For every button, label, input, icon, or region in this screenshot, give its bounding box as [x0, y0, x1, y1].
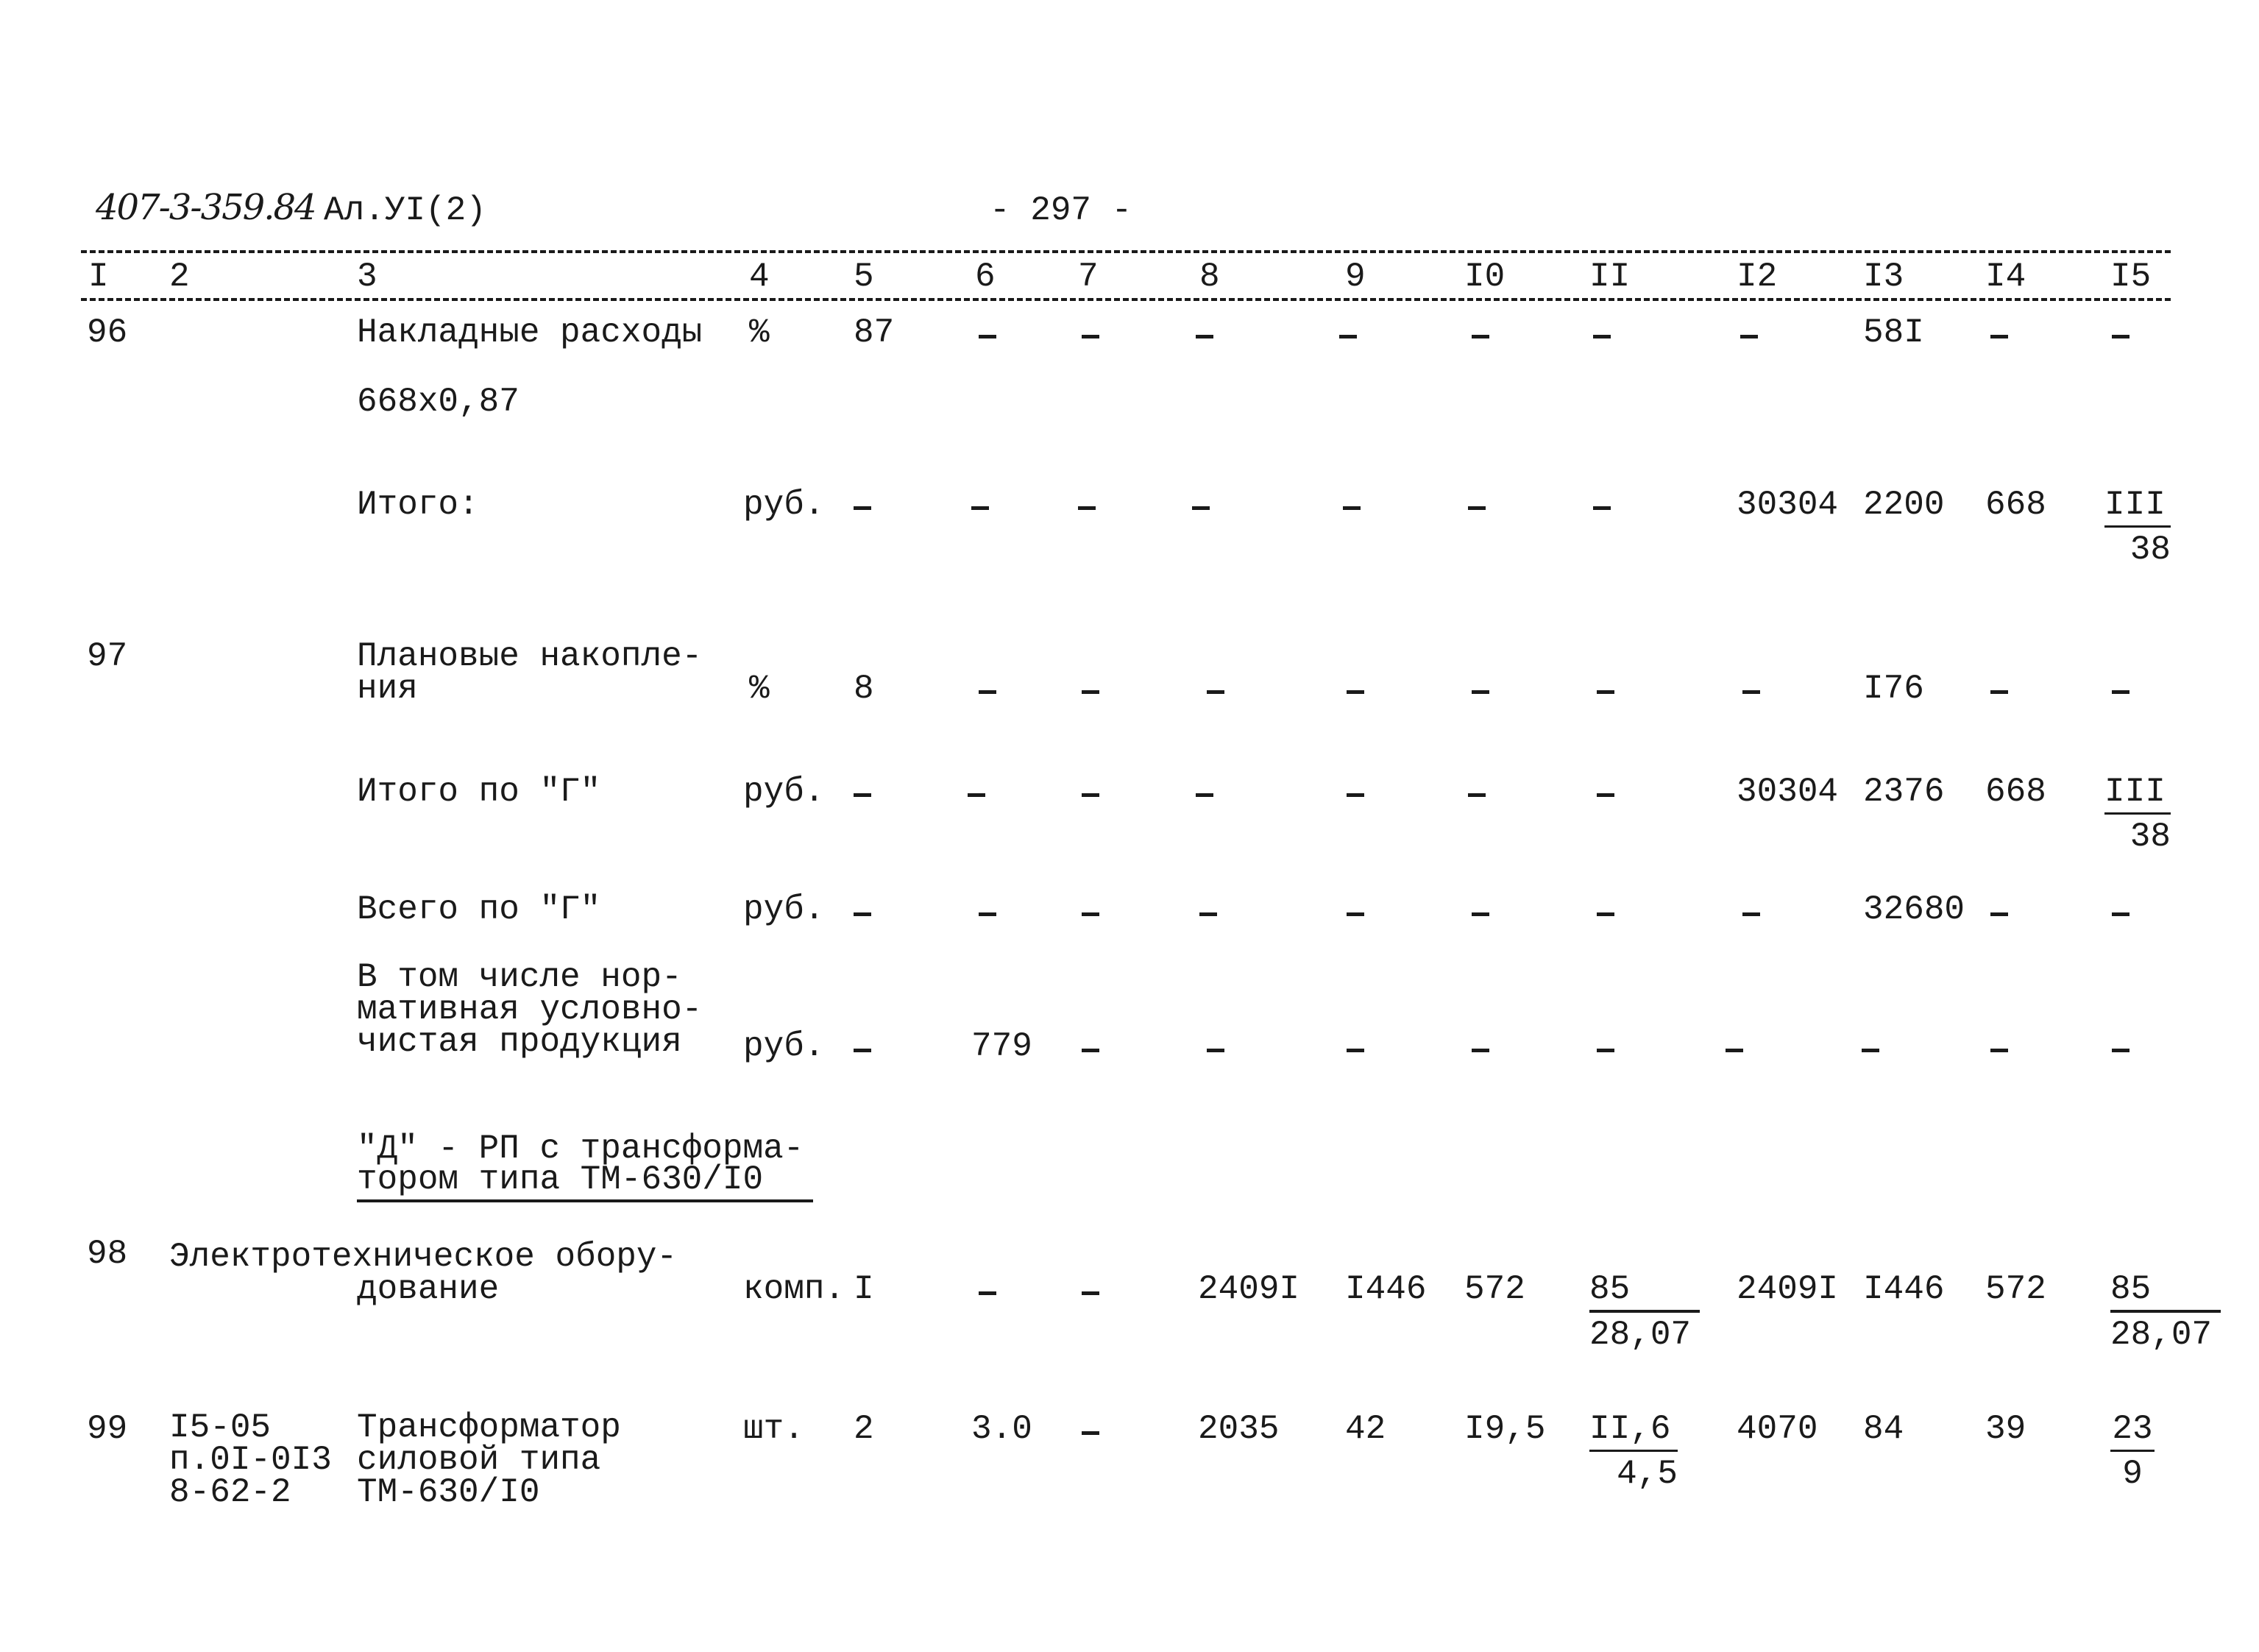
empty-dash	[1742, 690, 1760, 694]
col-header-5: 5	[854, 258, 874, 296]
row-97-col13: I76	[1863, 670, 1924, 708]
row-97-unit: %	[749, 670, 770, 708]
col-header-1: I	[88, 258, 109, 296]
row-98-col12: 2409I	[1737, 1270, 1839, 1308]
itogo-g-col14: 668	[1985, 773, 2046, 811]
row-99-col11-denominator: 4,5	[1617, 1455, 1678, 1493]
empty-dash	[979, 1291, 996, 1295]
col-header-6: 6	[975, 258, 996, 296]
row-99-col10: I9,5	[1464, 1410, 1546, 1448]
section-d-underline	[357, 1199, 813, 1202]
row-98-col14: 572	[1985, 1270, 2046, 1308]
row-99-col8: 2035	[1198, 1410, 1280, 1448]
empty-dash	[1192, 506, 1210, 510]
row-97-number: 97	[87, 637, 128, 676]
row-98-col15-numerator: 85	[2110, 1272, 2221, 1313]
empty-dash	[1347, 690, 1364, 694]
row-98-col9: I446	[1345, 1270, 1427, 1308]
empty-dash	[1196, 335, 1213, 338]
col-header-11: II	[1589, 258, 1631, 296]
col-header-3: 3	[357, 258, 377, 296]
col-header-15: I5	[2110, 258, 2152, 296]
col-header-14: I4	[1985, 258, 2026, 296]
itogo-g-col15-denominator: 38	[2129, 818, 2171, 856]
row-99-col15-fraction	[2110, 1411, 2155, 1492]
empty-dash	[2112, 335, 2129, 338]
empty-dash	[968, 793, 985, 797]
empty-dash	[1082, 793, 1099, 797]
empty-dash	[854, 912, 871, 916]
row-99-col15-denominator: 9	[2122, 1455, 2143, 1493]
empty-dash	[1082, 690, 1099, 694]
row-96-number: 96	[87, 313, 128, 352]
itogo-col15-fraction	[2104, 487, 2171, 567]
empty-dash	[1082, 1431, 1099, 1435]
empty-dash	[1990, 912, 2008, 916]
row-96-col5: 87	[854, 313, 895, 352]
row-99-col5: 2	[854, 1410, 874, 1448]
row-99-col13: 84	[1863, 1410, 1904, 1448]
itogo-g-col13: 2376	[1863, 773, 1945, 811]
row-99-unit: шт.	[743, 1410, 804, 1448]
itogo-g-col15-numerator: III	[2104, 774, 2171, 815]
row-98-number: 98	[87, 1235, 128, 1273]
empty-dash	[971, 506, 989, 510]
itogo-unit: руб.	[743, 486, 825, 524]
page-number: - 297 -	[990, 191, 1132, 230]
empty-dash	[1199, 912, 1217, 916]
row-99-number: 99	[87, 1410, 128, 1448]
empty-dash	[1347, 1049, 1364, 1052]
itogo-col15-numerator: III	[2104, 487, 2171, 528]
col-header-10: I0	[1464, 258, 1506, 296]
itogo-g-unit: руб.	[743, 773, 825, 811]
empty-dash	[1078, 506, 1096, 510]
empty-dash	[1207, 1049, 1224, 1052]
empty-dash	[854, 506, 871, 510]
empty-dash	[1468, 506, 1486, 510]
row-99-col11-numerator: II,6	[1589, 1411, 1678, 1452]
empty-dash	[1347, 912, 1364, 916]
empty-dash	[1990, 335, 2008, 338]
empty-dash	[2112, 912, 2129, 916]
row-96-col13: 58I	[1863, 313, 1924, 352]
vtom-unit: руб.	[743, 1027, 825, 1066]
empty-dash	[1990, 690, 2008, 694]
col-header-9: 9	[1345, 258, 1366, 296]
empty-dash	[1472, 1049, 1489, 1052]
empty-dash	[1082, 1049, 1099, 1052]
vsego-g-label: Всего по "Г"	[357, 890, 601, 929]
empty-dash	[1597, 793, 1614, 797]
itogo-col12: 30304	[1737, 486, 1839, 524]
vsego-g-col13: 32680	[1863, 890, 1965, 929]
empty-dash	[1593, 506, 1611, 510]
row-96-formula: 668x0,87	[357, 383, 519, 421]
row-98-unit: комп.	[743, 1270, 845, 1308]
row-99-col15-numerator: 23	[2110, 1411, 2155, 1452]
empty-dash	[1740, 335, 1758, 338]
row-99-code: I5-05 п.0I-0I3 8-62-2	[169, 1408, 332, 1511]
empty-dash	[1082, 1291, 1099, 1295]
empty-dash	[1593, 335, 1611, 338]
row-98-col13: I446	[1863, 1270, 1945, 1308]
vtom-label: В том числе нор- мативная условно- чистая продукция	[357, 958, 703, 1061]
row-99-col14: 39	[1985, 1410, 2026, 1448]
empty-dash	[979, 912, 996, 916]
empty-dash	[1990, 1049, 2008, 1052]
empty-dash	[1343, 506, 1361, 510]
empty-dash	[1339, 335, 1357, 338]
itogo-col15-denominator: 38	[2129, 531, 2171, 569]
row-99-col12: 4070	[1737, 1410, 1818, 1448]
header-rule-top	[81, 250, 2171, 253]
row-98-col11-denominator: 28,07	[1589, 1316, 1692, 1354]
empty-dash	[1726, 1049, 1743, 1052]
row-98-col10: 572	[1464, 1270, 1525, 1308]
empty-dash	[979, 335, 996, 338]
col-header-13: I3	[1863, 258, 1904, 296]
col-header-8: 8	[1199, 258, 1220, 296]
row-98-col5: I	[854, 1270, 874, 1308]
empty-dash	[854, 793, 871, 797]
itogo-g-label: Итого по "Г"	[357, 773, 601, 811]
row-99-col11-fraction	[1589, 1411, 1678, 1492]
itogo-g-col12: 30304	[1737, 773, 1839, 811]
col-header-7: 7	[1078, 258, 1099, 296]
empty-dash	[854, 1049, 871, 1052]
empty-dash	[1468, 793, 1486, 797]
empty-dash	[1742, 912, 1760, 916]
empty-dash	[1196, 793, 1213, 797]
empty-dash	[1082, 335, 1099, 338]
album-label: Ал.УI(2)	[324, 191, 486, 230]
row-98-col11-fraction	[1589, 1272, 1700, 1353]
row-99-col6: 3.0	[971, 1410, 1032, 1448]
row-98-col15-denominator: 28,07	[2110, 1316, 2213, 1354]
col-header-12: I2	[1737, 258, 1778, 296]
empty-dash	[979, 690, 996, 694]
col-header-2: 2	[169, 258, 190, 296]
row-98-col15-fraction	[2110, 1272, 2221, 1353]
row-96-unit: %	[749, 313, 770, 352]
row-98-name-line1: Электротехническое обору-	[169, 1238, 678, 1276]
section-d-title: "Д" - РП с трансформа- тором типа ТМ-630/I0	[357, 1130, 804, 1199]
row-98-col8: 2409I	[1198, 1270, 1300, 1308]
itogo-col14: 668	[1985, 486, 2046, 524]
itogo-col13: 2200	[1863, 486, 1945, 524]
empty-dash	[1862, 1049, 1879, 1052]
itogo-label: Итого:	[357, 486, 479, 524]
vsego-g-unit: руб.	[743, 890, 825, 929]
empty-dash	[1207, 690, 1224, 694]
col-header-4: 4	[749, 258, 770, 296]
empty-dash	[1597, 1049, 1614, 1052]
empty-dash	[1472, 912, 1489, 916]
empty-dash	[1472, 335, 1489, 338]
row-97-col5: 8	[854, 670, 874, 708]
empty-dash	[1347, 793, 1364, 797]
empty-dash	[2112, 690, 2129, 694]
row-96-name: Накладные расходы	[357, 313, 703, 352]
empty-dash	[2112, 1049, 2129, 1052]
itogo-g-col15-fraction	[2104, 774, 2171, 854]
row-99-name: Трансформатор силовой типа ТМ-630/I0	[357, 1408, 621, 1511]
empty-dash	[1082, 912, 1099, 916]
empty-dash	[1597, 912, 1614, 916]
empty-dash	[1472, 690, 1489, 694]
empty-dash	[1597, 690, 1614, 694]
row-98-col11-numerator: 85	[1589, 1272, 1700, 1313]
row-98-name-line2: дование	[357, 1270, 500, 1308]
document-code: 407-3-359.84	[96, 187, 316, 228]
header-rule-bottom	[81, 298, 2171, 301]
row-99-col9: 42	[1345, 1410, 1386, 1448]
row-97-name: Плановые накопле- ния	[357, 637, 703, 708]
vtom-col6: 779	[971, 1027, 1032, 1066]
